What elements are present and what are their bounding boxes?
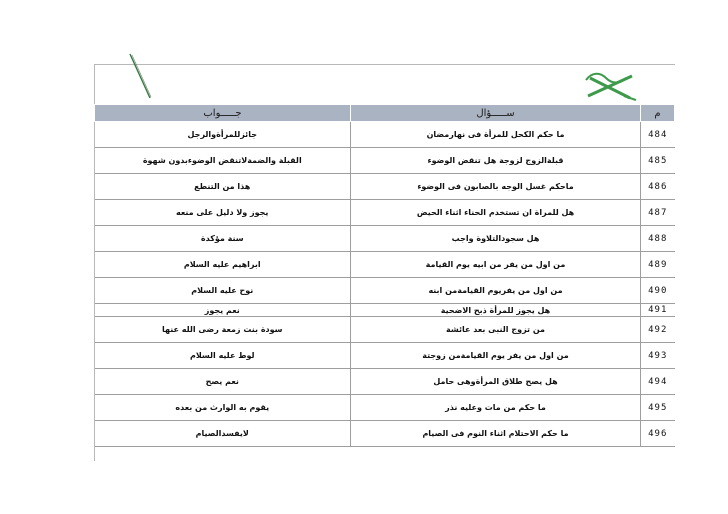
table-row bbox=[95, 148, 675, 174]
qa-table bbox=[94, 104, 675, 447]
row-number: 485 bbox=[641, 148, 675, 174]
row-number: 488 bbox=[641, 226, 675, 252]
row-answer: نعم يجوز bbox=[95, 304, 351, 317]
row-number: 491 bbox=[641, 304, 675, 317]
row-question: هل يصح طلاق المرأةوهى حامل bbox=[351, 369, 641, 395]
row-question: هل سجودالتلاوة واجب bbox=[351, 226, 641, 252]
row-question: ما حكم الاحتلام اثناء النوم فى الصيام bbox=[351, 421, 641, 447]
header-num: م bbox=[641, 105, 675, 122]
row-number: 494 bbox=[641, 369, 675, 395]
row-answer: ابراهيم عليه السلام bbox=[95, 252, 351, 278]
pen-stroke-decoration bbox=[120, 52, 160, 104]
row-answer: هذا من التنطع bbox=[95, 174, 351, 200]
row-question: هل للمراة ان تستخدم الحناء اثناء الحيض bbox=[351, 200, 641, 226]
header-question: ســـــؤال bbox=[351, 105, 641, 122]
row-answer: نعم يصح bbox=[95, 369, 351, 395]
table-row bbox=[95, 304, 675, 317]
row-number: 493 bbox=[641, 343, 675, 369]
table-row bbox=[95, 343, 675, 369]
row-answer: لايفسدالصيام bbox=[95, 421, 351, 447]
row-question: ما حكم الكحل للمرأة فى نهارمضان bbox=[351, 122, 641, 148]
row-number: 489 bbox=[641, 252, 675, 278]
table-row bbox=[95, 278, 675, 304]
row-answer: نوح عليه السلام bbox=[95, 278, 351, 304]
header-answer: جـــــواب bbox=[95, 105, 351, 122]
table-row bbox=[95, 122, 675, 148]
row-question: من اول من يفر يوم القيامةمن زوجتة bbox=[351, 343, 641, 369]
row-answer: سودة بنت زمعة رضى الله عنها bbox=[95, 317, 351, 343]
row-number: 496 bbox=[641, 421, 675, 447]
table-row bbox=[95, 369, 675, 395]
table-row bbox=[95, 252, 675, 278]
row-answer: سنة مؤكدة bbox=[95, 226, 351, 252]
row-answer: يجوز ولا دليل على منعه bbox=[95, 200, 351, 226]
table-row bbox=[95, 395, 675, 421]
table-row bbox=[95, 226, 675, 252]
row-question: من تزوج النبى بعد عائشة bbox=[351, 317, 641, 343]
row-question: من اول من يفر من ابيه يوم القيامة bbox=[351, 252, 641, 278]
row-question: من اول من يفريوم القيامةمن ابنه bbox=[351, 278, 641, 304]
row-answer: يقوم به الوارث من بعده bbox=[95, 395, 351, 421]
row-answer: القبلة والضمةلاتنقض الوضوءبدون شهوة bbox=[95, 148, 351, 174]
row-number: 492 bbox=[641, 317, 675, 343]
row-number: 495 bbox=[641, 395, 675, 421]
row-answer: جائزللمرأةوالرجل bbox=[95, 122, 351, 148]
green-ornament-decoration bbox=[580, 70, 640, 104]
row-question: ما حكم من مات وعليه نذر bbox=[351, 395, 641, 421]
row-number: 487 bbox=[641, 200, 675, 226]
table-row bbox=[95, 174, 675, 200]
table-header-row bbox=[95, 105, 675, 122]
row-question: هل يجوز للمرأة ذبح الاضحية bbox=[351, 304, 641, 317]
row-number: 486 bbox=[641, 174, 675, 200]
table-row bbox=[95, 317, 675, 343]
row-number: 484 bbox=[641, 122, 675, 148]
row-answer: لوط عليه السلام bbox=[95, 343, 351, 369]
table-row bbox=[95, 200, 675, 226]
table-row bbox=[95, 421, 675, 447]
row-question: قبلةالزوج لزوجة هل تنقض الوضوء bbox=[351, 148, 641, 174]
row-question: ماحكم غسل الوجه بالصابون فى الوضوء bbox=[351, 174, 641, 200]
row-number: 490 bbox=[641, 278, 675, 304]
